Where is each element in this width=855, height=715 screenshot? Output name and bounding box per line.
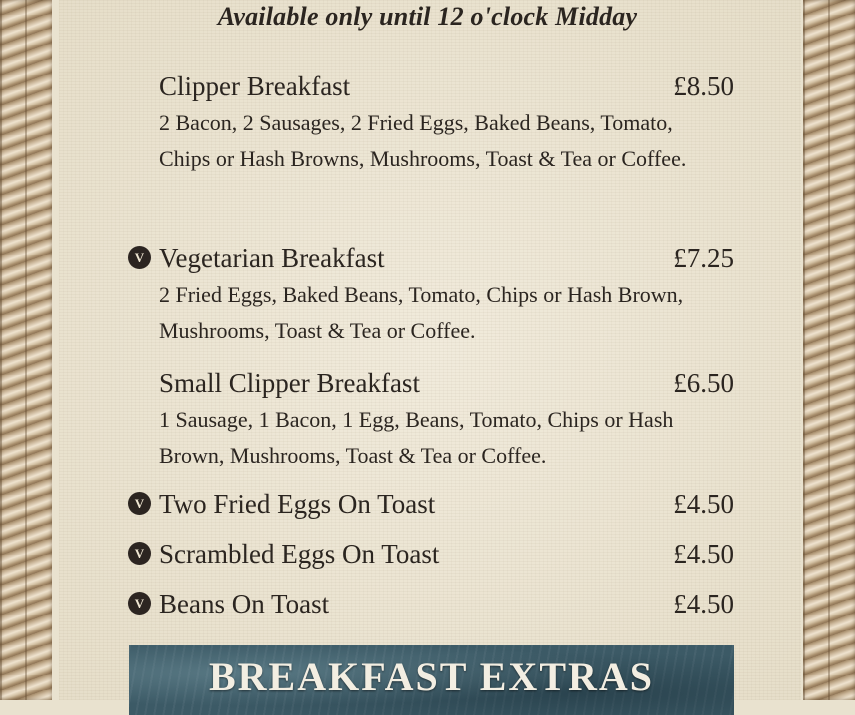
- section-title: BREAKFAST EXTRAS: [208, 654, 655, 699]
- item-name: Beans On Toast: [159, 589, 330, 619]
- item-name: Small Clipper Breakfast: [159, 368, 420, 398]
- vegetarian-icon: V: [128, 542, 151, 565]
- item-name: Two Fried Eggs On Toast: [159, 489, 436, 519]
- menu-item: [134, 537, 734, 571]
- item-description: 1 Sausage, 1 Bacon, 1 Egg, Beans, Tomato, Chips or Hash Brown, Mushrooms, Toast & Tea or Coffee.: [159, 407, 674, 468]
- item-price: £4.50: [673, 489, 734, 519]
- item-description: 2 Bacon, 2 Sausages, 2 Fried Eggs, Baked Beans, Tomato, Chips or Hash Browns, Mushrooms, Toast & Tea or Coffee.: [159, 110, 687, 171]
- vegetarian-icon: V: [128, 492, 151, 515]
- item-price: £6.50: [673, 368, 734, 398]
- availability-note: Available only until 12 o'clock Midday: [217, 2, 638, 31]
- menu-item: [159, 69, 734, 177]
- item-description: 2 Fried Eggs, Baked Beans, Tomato, Chips or Hash Brown, Mushrooms, Toast & Tea or Coffee.: [159, 282, 684, 343]
- menu-item: [159, 366, 734, 474]
- item-name: Vegetarian Breakfast: [159, 243, 385, 273]
- vegetarian-icon: V: [128, 592, 151, 615]
- section-banner: [129, 645, 734, 715]
- vegetarian-icon: V: [128, 246, 151, 269]
- item-name: Clipper Breakfast: [159, 71, 351, 101]
- item-name: Scrambled Eggs On Toast: [159, 539, 440, 569]
- item-price: £7.25: [673, 243, 734, 273]
- rope-border-left: [0, 0, 52, 700]
- item-price: £4.50: [673, 589, 734, 619]
- menu-item: [134, 241, 734, 349]
- rope-border-right: [803, 0, 855, 700]
- menu-item: [134, 487, 734, 521]
- menu-item: [134, 587, 734, 621]
- item-price: £8.50: [673, 71, 734, 101]
- item-price: £4.50: [673, 539, 734, 569]
